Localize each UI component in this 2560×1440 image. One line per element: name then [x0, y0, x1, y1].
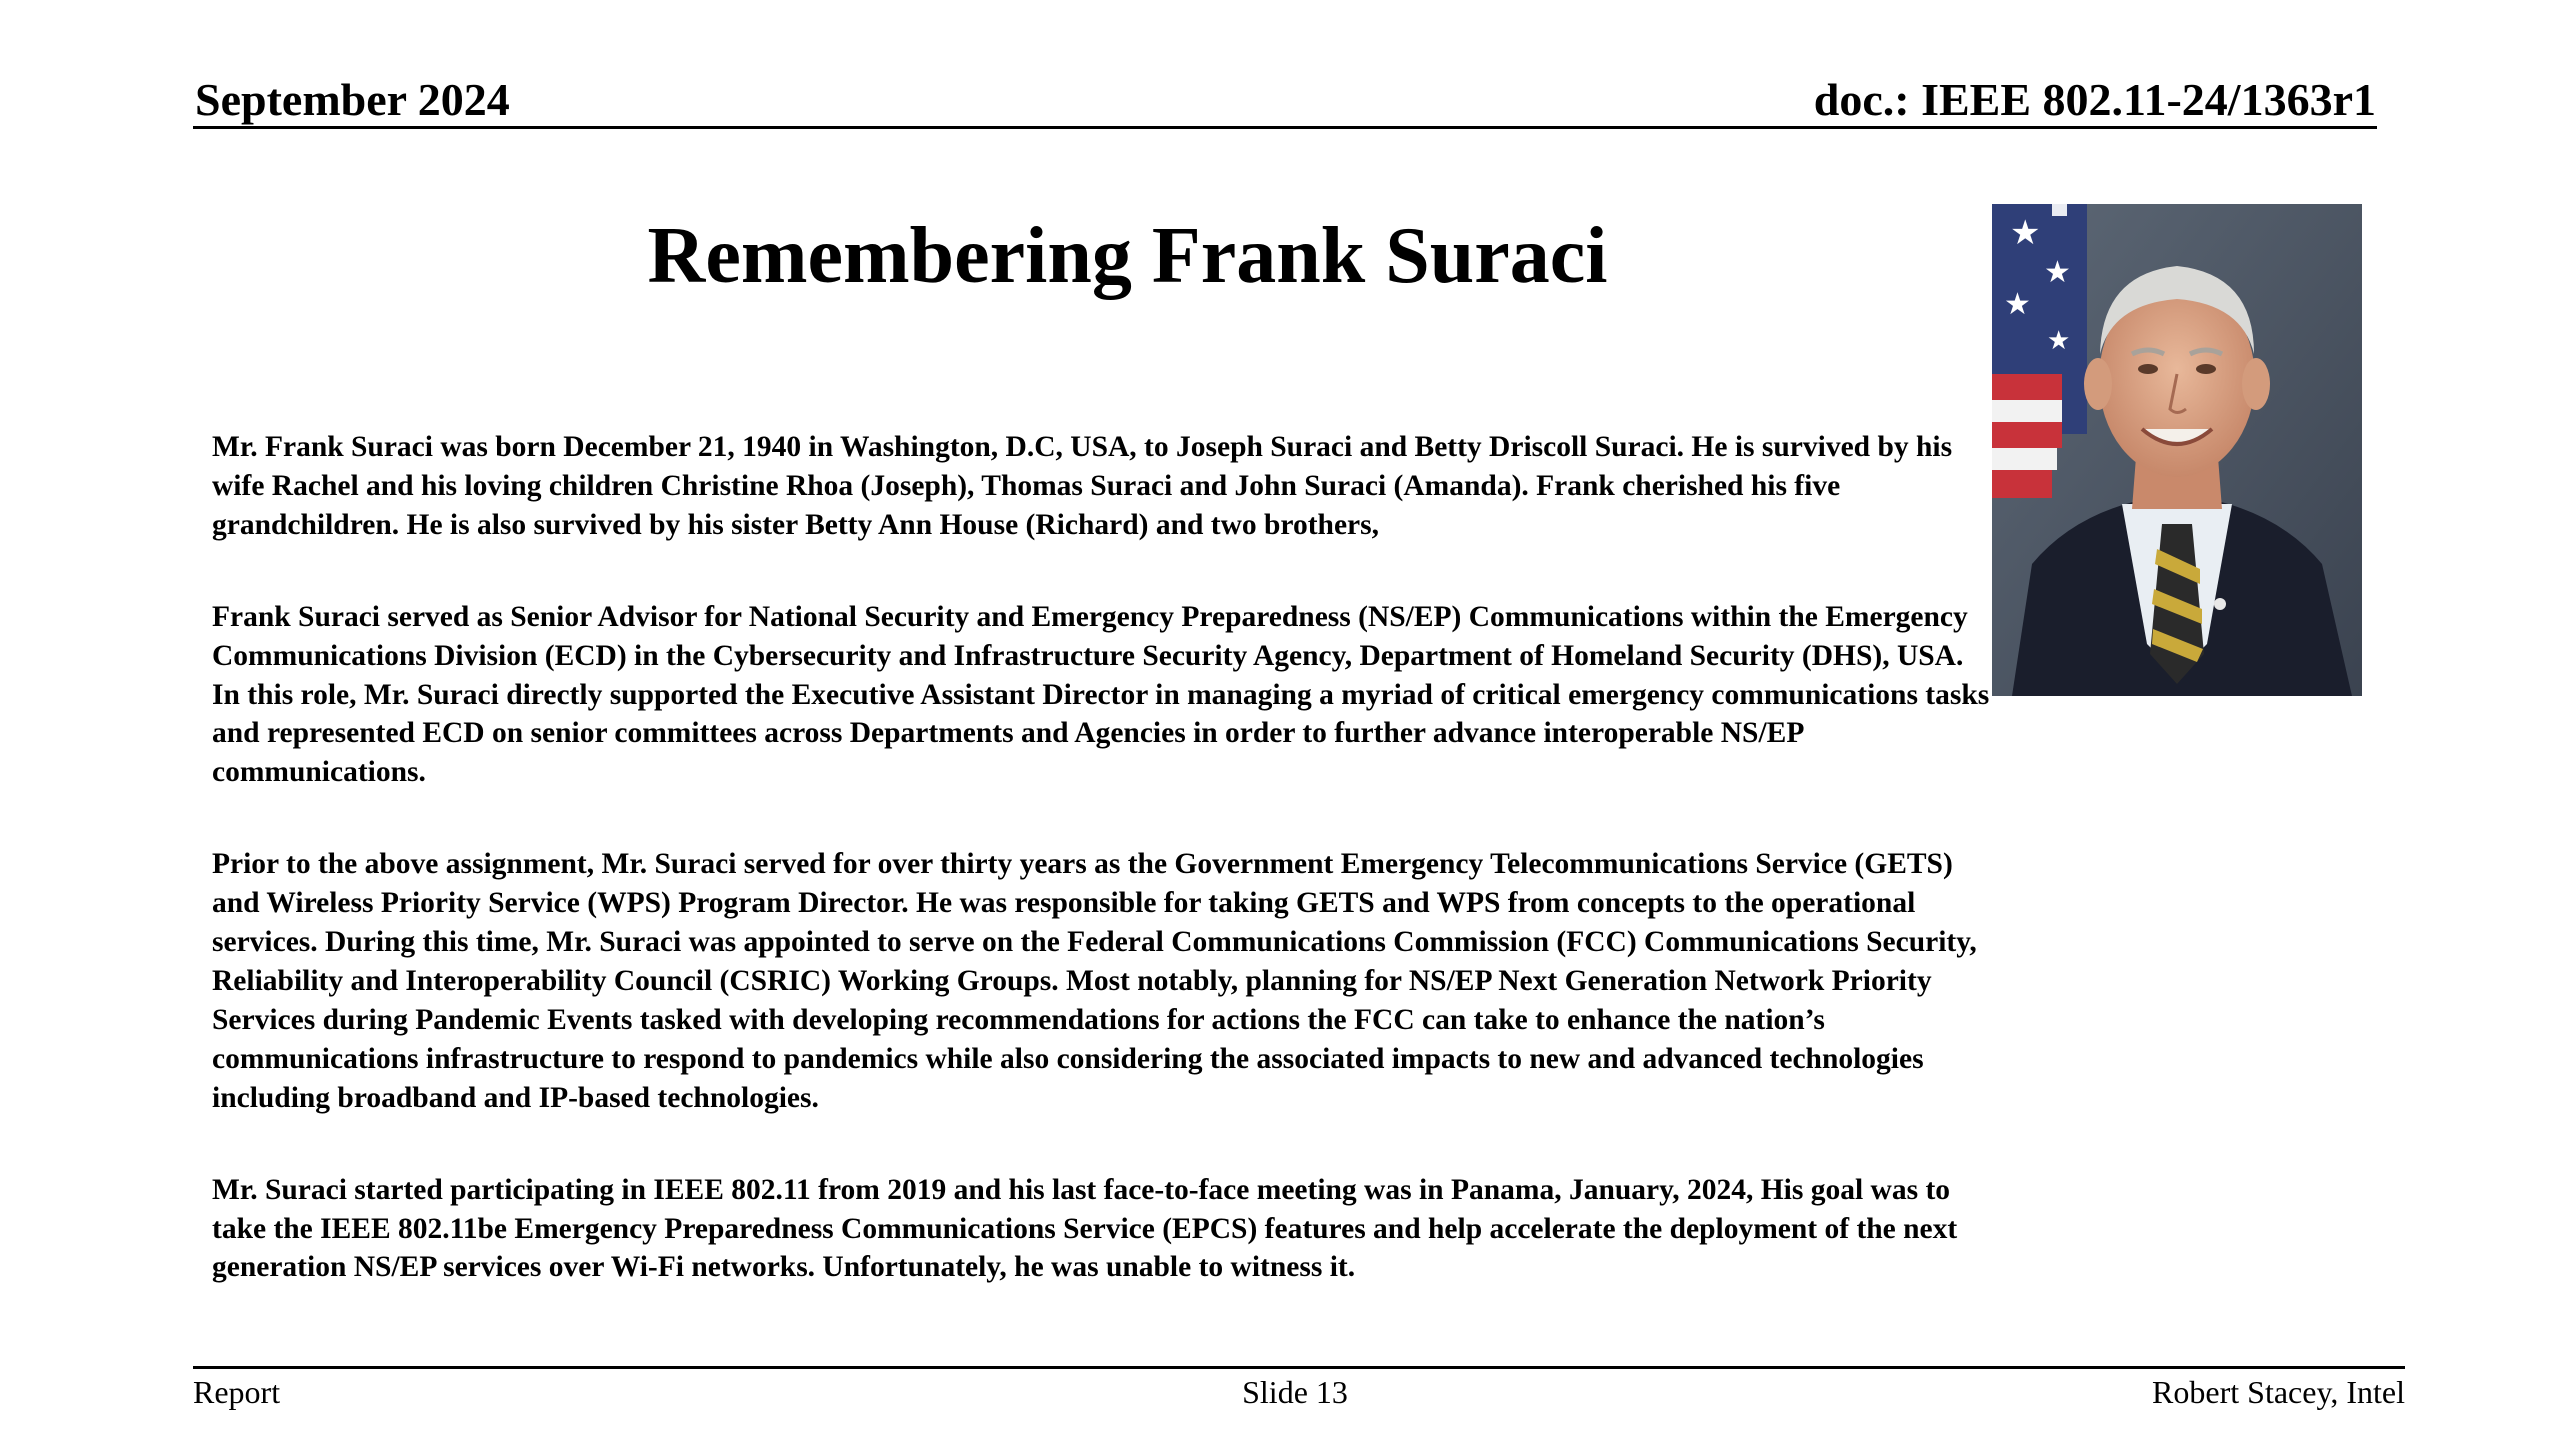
svg-text:★: ★	[2010, 213, 2041, 253]
paragraph-gets-wps: Prior to the above assignment, Mr. Suraci served for over thirty years as the Government Emergency Telecommunications Service (GETS) and Wireless Priority Service (WPS) Program Director. He was responsible for taking GETS and WPS from concepts to the operational services. During this time, Mr. Suraci was appointed to serve on the Federal Communications Commission (FCC) Communications Security, Reliability and Interoperability Council (CSRIC) Working Groups. Most notably, planning for NS/EP Next Generation Network Priority Services during Pandemic Events tasked with developing recommendations for actions the FCC can take to enhance the nation’s communications infrastructure to respond to pandemics while also considering the associated impacts to new and advanced technologies including broadband and IP-based technologies.	[212, 848, 1985, 1114]
portrait-image	[1992, 204, 2362, 696]
header-divider	[193, 126, 2377, 129]
paragraph-senior-advisor: Frank Suraci served as Senior Advisor for National Security and Emergency Preparedness (NS/EP) Communications within the Emergency Communications Division (ECD) in the Cybersecurity and Infrastructure Security Agency, Department of Homeland Security (DHS), USA. In this role, Mr. Suraci directly supported the Executive Assistant Director in managing a myriad of critical emergency communications tasks and represented ECD on senior committees across Departments and Agencies in order to further advance interoperable NS/EP communications.	[212, 600, 1997, 789]
svg-text:★: ★	[2044, 255, 2071, 290]
svg-text:★: ★	[2047, 326, 2071, 356]
header-date: September 2024	[195, 74, 510, 125]
footer-author: Robert Stacey, Intel	[2152, 1374, 2405, 1410]
memorial-body	[212, 428, 2002, 1340]
paragraph-ieee-participation: Mr. Suraci started participating in IEEE 802.11 from 2019 and his last face-to-face meeting was in Panama, January, 2024, His goal was to take the IEEE 802.11be Emergency Preparedness Communications Service (EPCS) features and help accelerate the deployment of the next generation NS/EP services over Wi-Fi networks. Unfortunately, he was unable to witness it.	[212, 1173, 1965, 1284]
footer-report: Report	[193, 1374, 281, 1410]
svg-text:★: ★	[2004, 287, 2031, 322]
footer-divider	[193, 1366, 2405, 1369]
header-doc-id: doc.: IEEE 802.11-24/1363r1	[1813, 74, 2376, 125]
paragraph-biography: Mr. Frank Suraci was born December 21, 1940 in Washington, D.C, USA, to Joseph Suraci and Betty Driscoll Suraci. He is survived by his wife Rachel and his loving children Christine Rhoa (Joseph), Thomas Suraci and John Suraci (Amanda). Frank cherished his five grandchildren. He is also survived by his sister Betty Ann House (Richard) and two brothers,	[212, 431, 1960, 541]
footer-slide-number: Slide 13	[1242, 1374, 1348, 1410]
slide-title: Remembering Frank Suraci	[647, 212, 1608, 300]
portrait-photo	[1992, 204, 2362, 696]
